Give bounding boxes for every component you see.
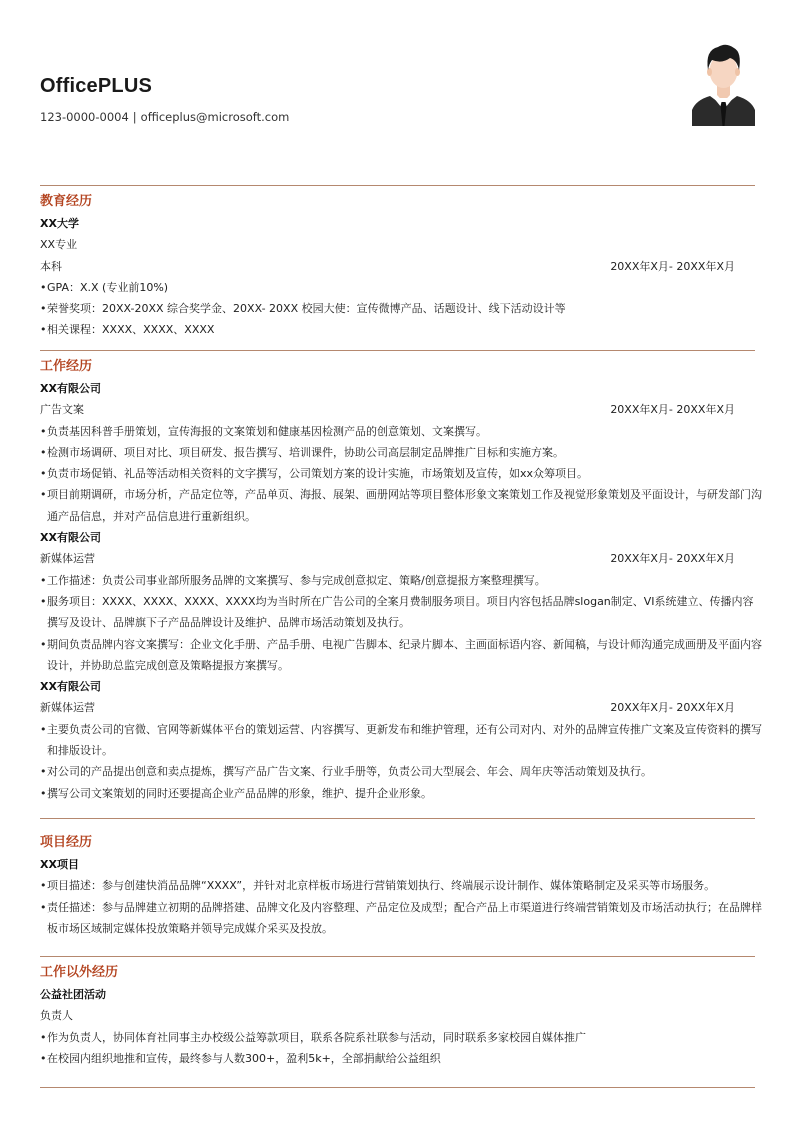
list-item: • 期间负责品牌内容文案撰写：企业文化手册、产品手册、电视广告脚本、纪录片脚本、主画面标语内容、新闻稿，与设计师沟通完成画册及平面内容设计，并协助总监完成创意及策略提报方案撰写。 [40, 634, 762, 677]
education-date: 20XX年X月- 20XX年X月 [610, 259, 735, 273]
list-item: • 在校园内组织地推和宣传，最终参与人数300+，盈利5k+，全部捐献给公益组织 [40, 1048, 762, 1069]
contact-separator: | [132, 110, 137, 124]
section-divider [40, 818, 755, 819]
school-name: XX大学 [40, 217, 79, 230]
list-item: • 项目描述：参与创建快消品品牌“XXXX”，并针对北京样板市场进行营销策划执行、终端展示设计制作、媒体策略制定及采买等市场服务。 [40, 875, 762, 896]
list-item: • 荣誉奖项：20XX-20XX 综合奖学金、20XX- 20XX 校园大使：宣传微博产品、话题设计、线下活动设计等 [40, 298, 762, 319]
project-name: XX项目 [40, 858, 79, 871]
footer-divider [40, 1087, 755, 1088]
list-item: • 相关课程：XXXX、XXXX、XXXX [40, 319, 762, 340]
list-item: • 工作描述：负责公司事业部所服务品牌的文案撰写、参与完成创意拟定、策略/创意提报方案整理撰写。 [40, 570, 762, 591]
section-divider [40, 956, 755, 957]
education-section [40, 191, 762, 341]
list-item: • 主要负责公司的官微、官网等新媒体平台的策划运营、内容撰写、更新发布和维护管理，还有公司对内、对外的品牌宣传推广文案及宣传资料的撰写和排版设计。 [40, 719, 762, 762]
degree-level: 本科 [40, 259, 62, 273]
major-name: XX专业 [40, 238, 78, 252]
job-role-row [40, 697, 762, 718]
list-item: • 负责市场促销、礼品等活动相关资料的文字撰写，公司策划方案的设计实施，市场策划及宣传，如xx众筹项目。 [40, 463, 762, 484]
list-item: • 服务项目：XXXX、XXXX、XXXX、XXXX均为当时所在广告公司的全案月费制服务项目。项目内容包括品牌slogan制定、VI系统建立、传播内容撰写及设计、品牌旗下子产品品牌设计及维护、品牌市场活动策划及执行。 [40, 591, 762, 634]
company-name: XX有限公司 [40, 531, 101, 545]
org-name: 公益社团活动 [40, 988, 106, 1001]
section-title-work: 工作经历 [40, 359, 93, 374]
projects-section [40, 832, 762, 939]
section-title-education: 教育经历 [40, 194, 93, 209]
job-role-row [40, 399, 762, 420]
job-role: 新媒体运营 [40, 552, 95, 566]
work-section [40, 356, 762, 804]
list-item: • GPA：X.X (专业前10%) [40, 277, 762, 298]
list-item: • 项目前期调研，市场分析，产品定位等，产品单页、海报、展架、画册网站等项目整体形象文案策划工作及视觉形象策划及平面设计，与研发部门沟通产品信息，并对产品信息进行重新组织。 [40, 484, 762, 527]
company-name: XX有限公司 [40, 680, 101, 694]
job-entry [40, 527, 762, 676]
job-role-row [40, 548, 762, 569]
list-item: • 作为负责人，协同体育社同事主办校级公益筹款项目，联系各院系社联参与活动，同时联系多家校园自媒体推广 [40, 1027, 762, 1048]
org-role: 负责人 [40, 1009, 73, 1023]
resume-name: OfficePLUS [40, 75, 153, 97]
section-divider [40, 350, 755, 351]
job-role: 新媒体运营 [40, 701, 95, 715]
phone-number: 123-0000-0004 [40, 110, 129, 124]
list-item: • 负责基因科普手册策划，宣传海报的文案策划和健康基因检测产品的创意策划、文案撰写。 [40, 421, 762, 442]
section-title-extra: 工作以外经历 [40, 965, 119, 980]
degree-row [40, 256, 762, 277]
contact-line [40, 110, 289, 124]
company-name: XX有限公司 [40, 382, 101, 395]
list-item: • 责任描述：参与品牌建立初期的品牌搭建、品牌文化及内容整理、产品定位及成型；配合产品上市渠道进行终端营销策划及市场活动执行；在品牌样板市场区域制定媒体投放策略并领导完成媒介采买及投放。 [40, 897, 762, 940]
email-address: officeplus@microsoft.com [140, 110, 290, 124]
list-item: • 撰写公司文案策划的同时还要提高企业产品品牌的形象，维护、提升企业形象。 [40, 783, 762, 804]
job-entry [40, 378, 762, 527]
job-date: 20XX年X月- 20XX年X月 [610, 552, 735, 566]
header-divider [40, 185, 755, 186]
list-item: • 对公司的产品提出创意和卖点提炼，撰写产品广告文案、行业手册等，负责公司大型展会、年会、周年庆等活动策划及执行。 [40, 761, 762, 782]
job-role: 广告文案 [40, 403, 84, 417]
job-date: 20XX年X月- 20XX年X月 [610, 701, 735, 715]
list-item: • 检测市场调研、项目对比、项目研发、报告撰写、培训课件，协助公司高层制定品牌推广目标和实施方案。 [40, 442, 762, 463]
person-avatar-icon [692, 40, 755, 126]
job-entry [40, 676, 762, 804]
extra-section [40, 962, 762, 1069]
job-date: 20XX年X月- 20XX年X月 [610, 403, 735, 417]
section-title-projects: 项目经历 [40, 835, 93, 850]
